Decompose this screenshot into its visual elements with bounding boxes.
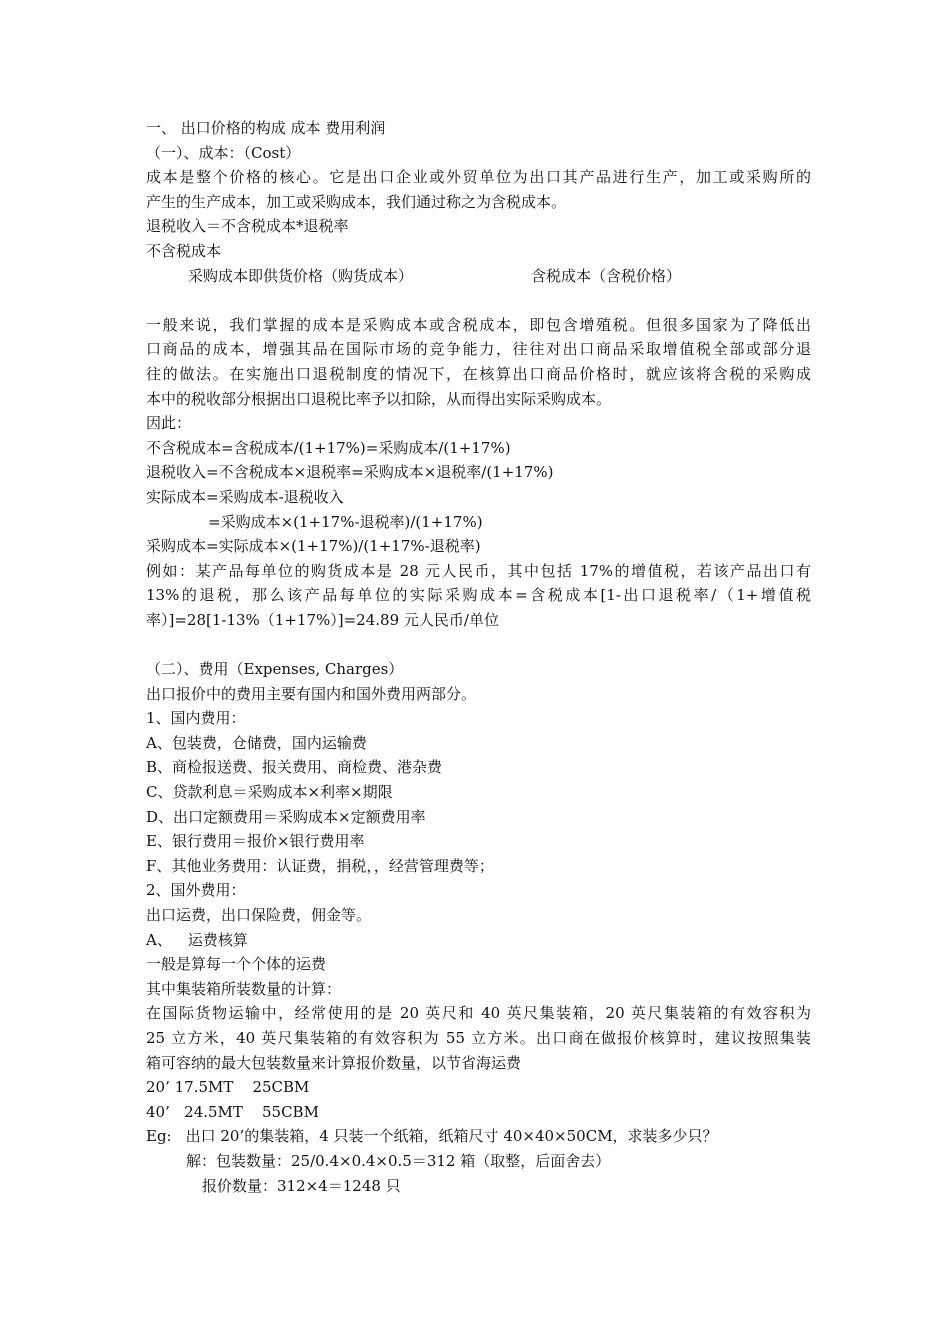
formula-line: =采购成本×(1+17%-退税率)/(1+17%) (208, 512, 483, 531)
tax-refund-formula: 退税收入＝不含税成本*退税率 (146, 217, 349, 236)
example-prefix: Eg: (146, 1127, 172, 1146)
blank-line (146, 288, 811, 313)
paragraph-line: 本中的税收部分根据出口退税比率予以扣除，从而得出实际采购成本。 (146, 389, 612, 408)
tax-inclusive-cost-label: 含税成本（含税价格） (531, 266, 682, 285)
freight-title: 运费核算 (187, 930, 248, 949)
container-spec-40ft: 40’ 24.5MT 55CBM (146, 1102, 319, 1121)
therefore-label: 因此： (146, 414, 192, 433)
section-heading-price-composition: 一、 出口价格的构成 成本 费用利润 (146, 119, 386, 137)
subsection-heading-expenses: （二）、费用（Expenses, Charges） (146, 660, 404, 679)
formula-line: 采购成本=实际成本×(1+17%)/(1+17%-退税率) (146, 537, 481, 556)
example-question-text: 出口 20’的集装箱，4 只装一个纸箱，纸箱尺寸 40×40×50CM，求装多少只？ (185, 1127, 718, 1146)
paragraph-line: 口商品的成本，增强其品在国际市场的竞争能力，往往对出口商品采取增值税全部或部分退 (146, 340, 811, 359)
foreign-expenses-heading: 2、国外费用： (146, 881, 246, 900)
freight-heading (146, 928, 811, 953)
cost-paragraph-line: 产生的生产成本，加工或采购成本，我们通过称之为含税成本。 (146, 192, 567, 211)
list-item: B、商检报送费、报关费用、商检费、港杂费 (146, 758, 443, 777)
freight-prefix: A、 (146, 930, 172, 949)
list-item: A、包装费，仓储费，国内运输费 (146, 733, 367, 752)
solution-line: 解：包装数量：25/0.4×0.4×0.5＝312 箱（取整，后面舍去） (186, 1151, 611, 1170)
purchase-cost-label: 采购成本即供货价格（购货成本） (188, 266, 414, 285)
paragraph-line: 箱可容纳的最大包装数量来计算报价数量，以节省海运费 (146, 1053, 522, 1072)
foreign-expenses-intro: 出口运费，出口保险费，佣金等。 (146, 906, 372, 924)
formula-line: 退税收入=不含税成本×退税率=采购成本×退税率/(1+17%) (146, 463, 554, 482)
list-item: E、银行费用＝报价×银行费用率 (146, 832, 365, 851)
container-spec-20ft: 20’ 17.5MT 25CBM (146, 1078, 310, 1097)
example-question (146, 1124, 811, 1149)
cost-paragraph-line: 成本是整个价格的核心。它是出口企业或外贸单位为出口其产品进行生产，加工或采购所的 (146, 168, 811, 187)
subsection-heading-cost: （一）、成本：（Cost） (146, 143, 301, 162)
example-line: 率）]=28[1-13%（1+17%）]=24.89 元人民币/单位 (146, 610, 499, 629)
list-item: C、贷款利息＝采购成本×利率×期限 (146, 783, 393, 802)
paragraph-line: 一般来说，我们掌握的成本是采购成本或含税成本，即包含增殖税。但很多国家为了降低出 (146, 315, 811, 334)
list-item: F、其他业务费用：认证费，捐税，，经营管理费等； (146, 856, 494, 875)
solution-line: 报价数量：312×4＝1248 只 (202, 1176, 401, 1195)
paragraph-line: 一般是算每一个个体的运费 (146, 955, 327, 974)
domestic-expenses-heading: 1、国内费用： (146, 709, 246, 728)
document-body (146, 116, 811, 1198)
expenses-intro: 出口报价中的费用主要有国内和国外费用两部分。 (146, 684, 477, 703)
blank-line (146, 632, 811, 657)
paragraph-line: 其中集装箱所装数量的计算： (146, 979, 342, 998)
paragraph-line: 在国际货物运输中，经常使用的是 20 英尺和 40 英尺集装箱，20 英尺集装箱的有效容积为 (146, 1004, 811, 1023)
tax-exclusive-cost-label: 不含税成本 (146, 241, 222, 260)
formula-line: 不含税成本=含税成本/(1+17%)=采购成本/(1+17%) (146, 438, 511, 457)
formula-line: 实际成本=采购成本-退税收入 (146, 487, 344, 506)
paragraph-line: 往的做法。在实施出口退税制度的情况下，在核算出口商品价格时，就应该将含税的采购成 (146, 364, 811, 383)
example-line: 例如：某产品每单位的购货成本是 28 元人民币，其中包括 17%的增值税，若该产品出口有 (146, 561, 811, 580)
paragraph-line: 25 立方米，40 英尺集装箱的有效容积为 55 立方米。出口商在做报价核算时，建议按照集装 (146, 1028, 811, 1047)
list-item: D、出口定额费用＝采购成本×定额费用率 (146, 807, 426, 826)
cost-definition-row (146, 264, 811, 289)
example-line: 13%的退税，那么该产品每单位的实际采购成本=含税成本[1-出口退税率/（1+增值税 (146, 586, 811, 605)
